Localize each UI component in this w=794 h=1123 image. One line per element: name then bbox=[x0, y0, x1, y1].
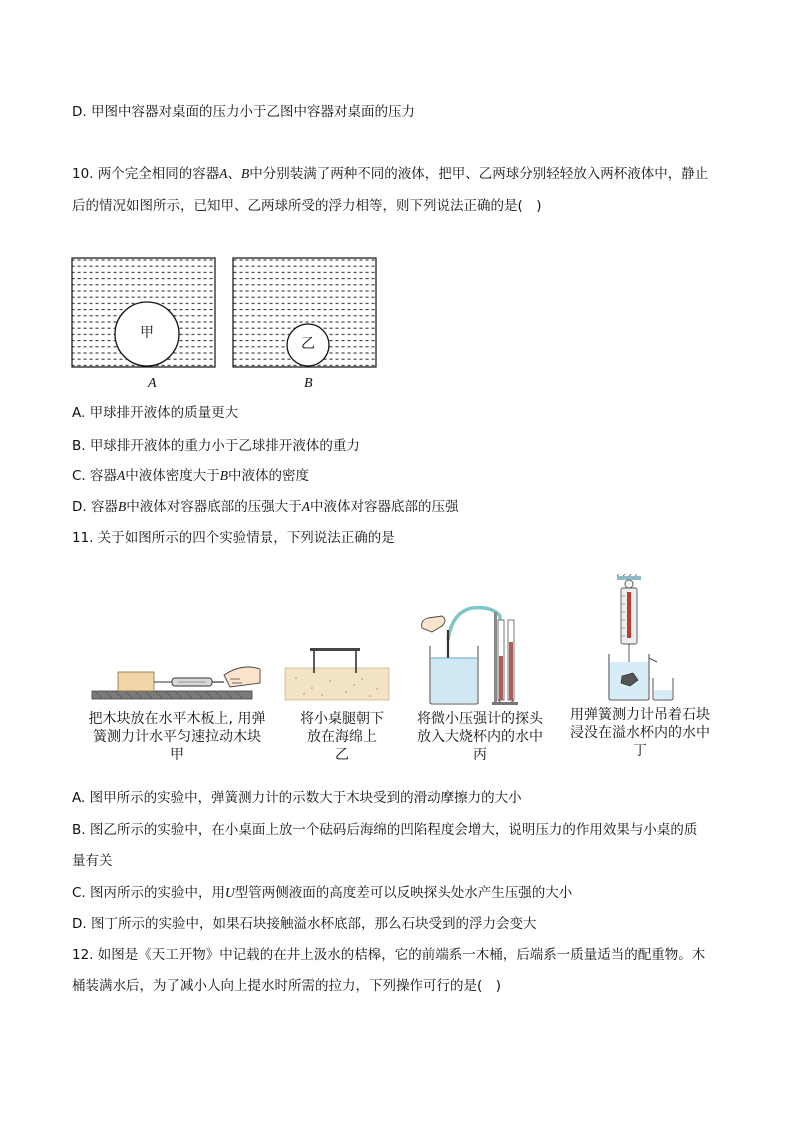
caption-line: 浸没在溢水杯内的水中 bbox=[570, 725, 710, 741]
small-table-top bbox=[310, 648, 360, 651]
q11-option-c-part: C. 图丙所示的实验中，用 bbox=[72, 885, 226, 901]
rubber-tube bbox=[448, 608, 500, 640]
q11-option-a: A. 图甲所示的实验中，弹簧测力计的示数大于木块受到的滑动摩擦力的大小 bbox=[72, 790, 522, 806]
q10-option-c-part: C. 容器 bbox=[72, 468, 118, 484]
q10-option-b: B. 甲球排开液体的重力小于乙球排开液体的重力 bbox=[72, 438, 360, 454]
u-tube-liquid bbox=[499, 656, 503, 700]
wood-block bbox=[118, 672, 154, 691]
caption-line: 将小桌腿朝下 bbox=[300, 711, 384, 727]
caption-line: 用弹簧测力计吊着石块 bbox=[570, 707, 710, 723]
q10-option-c-part: 中液体的密度 bbox=[228, 468, 310, 484]
caption-line: 簧测力计水平匀速拉动木块 bbox=[93, 729, 261, 745]
support-bar bbox=[617, 576, 641, 580]
sponge bbox=[285, 668, 389, 700]
caption-ding bbox=[562, 706, 718, 760]
q11-option-b-line2: 量有关 bbox=[72, 853, 113, 869]
container-a bbox=[72, 258, 215, 367]
q10-option-c-var: A bbox=[117, 468, 126, 483]
hand bbox=[224, 667, 260, 687]
container-a-label: A bbox=[219, 166, 228, 181]
q10-option-c-var: B bbox=[219, 468, 229, 483]
container-b-label: B bbox=[241, 166, 250, 181]
q10-option-d bbox=[72, 498, 458, 516]
caption-bing bbox=[405, 710, 555, 764]
beaker-water bbox=[431, 658, 477, 703]
caption-line: 把木块放在水平木板上, 用弹 bbox=[88, 711, 266, 727]
hand bbox=[422, 616, 445, 632]
q11-option-c-var: U bbox=[225, 885, 235, 900]
figure-bing-illustration bbox=[412, 590, 524, 706]
caption-yi bbox=[282, 710, 402, 764]
caption-tag: 甲 bbox=[170, 747, 184, 763]
caption-tag: 丁 bbox=[633, 743, 647, 759]
caption-jia bbox=[72, 710, 282, 764]
q10-stem-line2: 后的情况如图所示，已知甲、乙两球所受的浮力相等，则下列说法正确的是( ) bbox=[72, 198, 542, 214]
q10-containers-figure bbox=[71, 257, 379, 369]
caption-tag: 乙 bbox=[335, 747, 349, 763]
scale-indicator bbox=[627, 592, 631, 638]
q10-option-a: A. 甲球排开液体的质量更大 bbox=[72, 405, 239, 421]
q10-stem-part: 中分别装满了两种不同的液体，把甲、乙两球分别轻轻放入两杯液体中，静止 bbox=[249, 166, 709, 182]
q10-stem-line1 bbox=[72, 165, 708, 183]
q12-stem-line2: 桶装满水后，为了减小人向上提水时所需的拉力，下列操作可行的是( ) bbox=[72, 978, 502, 994]
caption-line: 将微小压强计的探头 bbox=[417, 711, 543, 727]
q10-option-d-var: A bbox=[301, 499, 310, 514]
q10-option-d-part: 中液体对容器底部的压强 bbox=[309, 499, 459, 515]
q11-stem: 11. 关于如图所示的四个实验情景，下列说法正确的是 bbox=[72, 530, 395, 546]
q11-option-c-part: 型管两侧液面的高度差可以反映探头处水产生压强的大小 bbox=[234, 885, 573, 901]
small-beaker-water bbox=[654, 690, 672, 699]
ball-jia-label: 甲 bbox=[140, 325, 154, 341]
q9-option-d: D. 甲图中容器对桌面的压力小于乙图中容器对桌面的压力 bbox=[72, 104, 415, 120]
q11-option-d: D. 图丁所示的实验中，如果石块接触溢水杯底部，那么石块受到的浮力会变大 bbox=[72, 916, 537, 932]
q10-option-d-part: 中液体对容器底部的压强大于 bbox=[126, 499, 302, 515]
ball-yi-label: 乙 bbox=[301, 336, 315, 352]
q10-option-c-part: 中液体密度大于 bbox=[125, 468, 220, 484]
q10-stem-part: 、 bbox=[227, 166, 242, 182]
figure-label-b: B bbox=[304, 376, 313, 391]
q10-option-c bbox=[72, 467, 309, 485]
q10-option-d-part: D. 容器 bbox=[72, 499, 118, 515]
q11-option-b-line1: B. 图乙所示的实验中，在小桌面上放一个砝码后海绵的凹陷程度会增大，说明压力的作用效果与小桌的质 bbox=[72, 822, 698, 838]
u-tube-liquid bbox=[509, 642, 513, 700]
figure-yi-illustration bbox=[282, 645, 392, 703]
hook-ring bbox=[625, 580, 633, 588]
u-tube-stand bbox=[494, 612, 497, 704]
caption-line: 放入大烧杯内的水中 bbox=[417, 729, 543, 745]
q10-option-d-var: B bbox=[117, 499, 127, 514]
figure-label-a: A bbox=[148, 376, 157, 391]
q11-option-c bbox=[72, 884, 572, 902]
q12-stem-line1: 12. 如图是《天工开物》中记载的在井上汲水的桔槔，它的前端系一木桶，后端系一质量适当的配重物。木 bbox=[72, 947, 706, 963]
caption-tag: 丙 bbox=[473, 747, 487, 763]
figure-ding-illustration bbox=[595, 574, 685, 702]
caption-line: 放在海绵上 bbox=[307, 729, 377, 745]
q10-stem-part: 10. 两个完全相同的容器 bbox=[72, 166, 220, 182]
figure-jia-illustration bbox=[90, 655, 266, 705]
